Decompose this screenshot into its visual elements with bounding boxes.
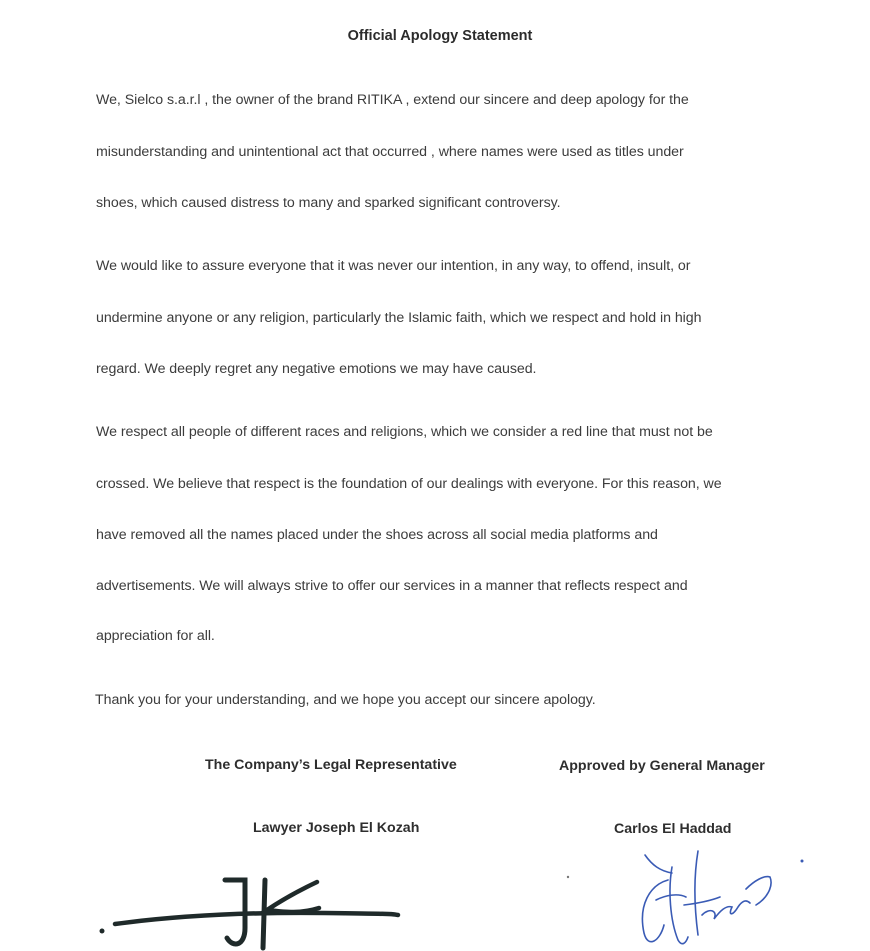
paragraph-3-line-3: have removed all the names placed under the shoes across all social media platforms and bbox=[96, 527, 658, 543]
document-title: Official Apology Statement bbox=[347, 28, 533, 44]
right-signature bbox=[560, 845, 810, 951]
paragraph-2-line-3: regard. We deeply regret any negative emotions we may have caused. bbox=[96, 361, 537, 377]
paragraph-1-line-1: We, Sielco s.a.r.l , the owner of the brand RITIKA , extend our sincere and deep apology for the bbox=[96, 92, 689, 108]
paragraph-1-line-2: misunderstanding and unintentional act that occurred , where names were used as titles under bbox=[96, 144, 684, 160]
right-signatory-name: Carlos El Haddad bbox=[614, 821, 732, 837]
paragraph-2-line-2: undermine anyone or any religion, particularly the Islamic faith, which we respect and hold in high bbox=[96, 310, 702, 326]
paragraph-3-line-5: appreciation for all. bbox=[96, 628, 215, 644]
paragraph-3-line-2: crossed. We believe that respect is the foundation of our dealings with everyone. For this reason, we bbox=[96, 476, 722, 492]
right-signatory-role: Approved by General Manager bbox=[559, 758, 765, 774]
paragraph-3-line-1: We respect all people of different races and religions, which we consider a red line that must not be bbox=[96, 424, 713, 440]
paragraph-3-line-4: advertisements. We will always strive to offer our services in a manner that reflects respect and bbox=[96, 578, 688, 594]
signature-dot bbox=[100, 929, 105, 934]
paragraph-1-line-3: shoes, which caused distress to many and sparked significant controversy. bbox=[96, 195, 561, 211]
left-signatory-role: The Company’s Legal Representative bbox=[205, 757, 457, 773]
left-signatory-name: Lawyer Joseph El Kozah bbox=[253, 820, 420, 836]
left-signature bbox=[95, 868, 415, 951]
paragraph-2-line-1: We would like to assure everyone that it was never our intention, in any way, to offend, insult, or bbox=[96, 258, 691, 274]
paragraph-4-line-1: Thank you for your understanding, and we hope you accept our sincere apology. bbox=[95, 692, 596, 708]
